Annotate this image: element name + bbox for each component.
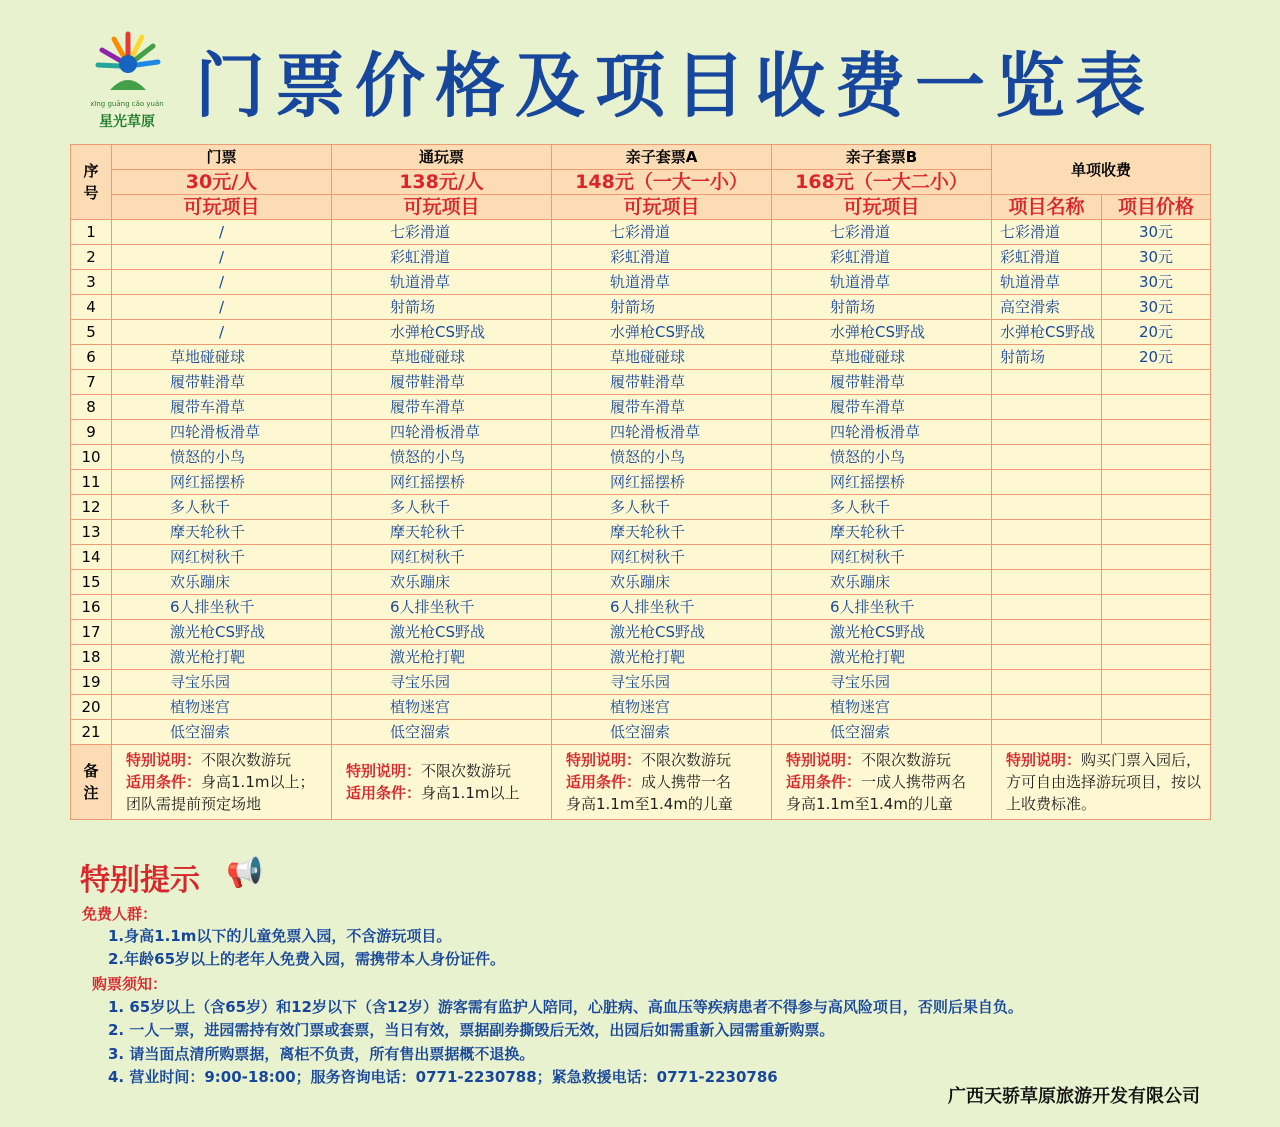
seq-header: 序号 bbox=[71, 145, 112, 220]
price-table bbox=[70, 144, 1211, 820]
ticket-item: 低空溜索 bbox=[332, 720, 552, 745]
ticket-item: 愤怒的小鸟 bbox=[112, 445, 332, 470]
ticket-item: 6人排坐秋千 bbox=[772, 595, 992, 620]
table-row bbox=[71, 420, 1211, 445]
note-special-text: 不限次数游玩 bbox=[861, 751, 952, 769]
ticket-item: 多人秋千 bbox=[332, 495, 552, 520]
free-line: 2.年龄65岁以上的老年人免费入园，需携带本人身份证件。 bbox=[108, 950, 506, 968]
single-item-price: 20元 bbox=[1102, 320, 1211, 345]
ticket-item: 激光枪打靶 bbox=[112, 645, 332, 670]
single-item-price bbox=[1102, 670, 1211, 695]
table-row bbox=[71, 445, 1211, 470]
ticket-item: 网红树秋千 bbox=[332, 545, 552, 570]
single-item-price bbox=[1102, 570, 1211, 595]
single-item-price bbox=[1102, 620, 1211, 645]
ticket-item: 欢乐蹦床 bbox=[552, 570, 772, 595]
row-number: 12 bbox=[71, 495, 112, 520]
ticket-item: 低空溜索 bbox=[772, 720, 992, 745]
note-condition-text: 一成人携带两名 bbox=[861, 773, 967, 791]
note-special-text: 购买门票入园后，方可自由选择游玩项目，按以上收费标准。 bbox=[1006, 751, 1202, 813]
playable-header: 可玩项目 bbox=[332, 195, 552, 220]
free-line: 1.身高1.1m以下的儿童免票入园，不含游玩项目。 bbox=[108, 927, 452, 945]
logo-name: 星光草原 bbox=[99, 114, 155, 130]
table-row bbox=[71, 620, 1211, 645]
single-item-name: 射箭场 bbox=[992, 345, 1102, 370]
ticket-item: / bbox=[112, 320, 332, 345]
ticket-item: 多人秋千 bbox=[772, 495, 992, 520]
ticket-note bbox=[552, 745, 772, 820]
ticket-item: / bbox=[112, 295, 332, 320]
ticket-item: 摩天轮秋千 bbox=[332, 520, 552, 545]
ticket-item: 四轮滑板滑草 bbox=[112, 420, 332, 445]
table-row bbox=[71, 270, 1211, 295]
ticket-item: 激光枪CS野战 bbox=[772, 620, 992, 645]
ticket-item: 射箭场 bbox=[552, 295, 772, 320]
ticket-item: 摩天轮秋千 bbox=[552, 520, 772, 545]
ticket-item: 植物迷宫 bbox=[332, 695, 552, 720]
ticket-item: 欢乐蹦床 bbox=[772, 570, 992, 595]
single-item-price: 30元 bbox=[1102, 295, 1211, 320]
ticket-name: 门票 bbox=[112, 145, 332, 170]
row-number: 15 bbox=[71, 570, 112, 595]
ticket-item: 草地碰碰球 bbox=[112, 345, 332, 370]
ticket-item: 草地碰碰球 bbox=[772, 345, 992, 370]
table-row bbox=[71, 720, 1211, 745]
single-item-price bbox=[1102, 420, 1211, 445]
single-item-name: 七彩滑道 bbox=[992, 220, 1102, 245]
ticket-item: 摩天轮秋千 bbox=[772, 520, 992, 545]
single-item-price bbox=[1102, 645, 1211, 670]
ticket-item: 6人排坐秋千 bbox=[552, 595, 772, 620]
note-special-text: 不限次数游玩 bbox=[201, 751, 292, 769]
note-special-text: 不限次数游玩 bbox=[641, 751, 732, 769]
playable-header: 可玩项目 bbox=[552, 195, 772, 220]
ticket-price: 168元（一大二小） bbox=[772, 170, 992, 195]
ticket-item: 低空溜索 bbox=[112, 720, 332, 745]
row-number: 17 bbox=[71, 620, 112, 645]
table-row bbox=[71, 245, 1211, 270]
row-number: 21 bbox=[71, 720, 112, 745]
table-row bbox=[71, 320, 1211, 345]
ticket-item: 轨道滑草 bbox=[772, 270, 992, 295]
ticket-item: 七彩滑道 bbox=[332, 220, 552, 245]
ticket-item: 低空溜索 bbox=[552, 720, 772, 745]
ticket-name: 亲子套票B bbox=[772, 145, 992, 170]
single-item-price bbox=[1102, 595, 1211, 620]
ticket-item: 6人排坐秋千 bbox=[112, 595, 332, 620]
ticket-item: 网红树秋千 bbox=[772, 545, 992, 570]
table-row bbox=[71, 695, 1211, 720]
note-extra-text: 身高1.1m至1.4m的儿童 bbox=[566, 795, 733, 813]
ticket-item: 寻宝乐园 bbox=[552, 670, 772, 695]
single-item-name bbox=[992, 470, 1102, 495]
row-number: 11 bbox=[71, 470, 112, 495]
notes-label: 备注 bbox=[71, 745, 112, 820]
ticket-item: 射箭场 bbox=[772, 295, 992, 320]
row-number: 7 bbox=[71, 370, 112, 395]
note-condition-text: 成人携带一名 bbox=[641, 773, 732, 791]
buy-line: 1. 65岁以上（含65岁）和12岁以下（含12岁）游客需有监护人陪同，心脏病、高血压等疾病患者不得参与高风险项目，否则后果自负。 bbox=[108, 998, 1023, 1016]
ticket-item: 多人秋千 bbox=[112, 495, 332, 520]
row-number: 14 bbox=[71, 545, 112, 570]
ticket-item: 履带车滑草 bbox=[552, 395, 772, 420]
item-price-header: 项目价格 bbox=[1102, 195, 1211, 220]
ticket-item: 激光枪打靶 bbox=[332, 645, 552, 670]
single-item-price bbox=[1102, 545, 1211, 570]
ticket-item: 履带鞋滑草 bbox=[332, 370, 552, 395]
logo-pinyin: xīng guāng cǎo yuán bbox=[90, 100, 164, 108]
ticket-item: 摩天轮秋千 bbox=[112, 520, 332, 545]
ticket-item: / bbox=[112, 270, 332, 295]
row-number: 3 bbox=[71, 270, 112, 295]
ticket-item: 激光枪CS野战 bbox=[112, 620, 332, 645]
ticket-item: 植物迷宫 bbox=[112, 695, 332, 720]
ticket-item: 彩虹滑道 bbox=[552, 245, 772, 270]
single-item-price bbox=[1102, 495, 1211, 520]
row-number: 20 bbox=[71, 695, 112, 720]
single-item-price: 30元 bbox=[1102, 270, 1211, 295]
ticket-item: 网红摇摆桥 bbox=[112, 470, 332, 495]
table-row bbox=[71, 520, 1211, 545]
ticket-item: 网红摇摆桥 bbox=[772, 470, 992, 495]
table-row bbox=[71, 220, 1211, 245]
single-item-price: 20元 bbox=[1102, 345, 1211, 370]
ticket-item: 激光枪CS野战 bbox=[552, 620, 772, 645]
table-row bbox=[71, 395, 1211, 420]
ticket-item: 草地碰碰球 bbox=[332, 345, 552, 370]
note-extra-text: 身高1.1m至1.4m的儿童 bbox=[786, 795, 953, 813]
single-item-name bbox=[992, 370, 1102, 395]
ticket-item: 水弹枪CS野战 bbox=[772, 320, 992, 345]
ticket-item: 七彩滑道 bbox=[552, 220, 772, 245]
ticket-item: 履带鞋滑草 bbox=[552, 370, 772, 395]
single-item-name bbox=[992, 445, 1102, 470]
brand-logo bbox=[84, 30, 170, 130]
ticket-item: / bbox=[112, 245, 332, 270]
ticket-item: 植物迷宫 bbox=[772, 695, 992, 720]
row-number: 4 bbox=[71, 295, 112, 320]
single-item-name bbox=[992, 695, 1102, 720]
single-item-name bbox=[992, 545, 1102, 570]
ticket-item: 四轮滑板滑草 bbox=[772, 420, 992, 445]
ticket-item: 植物迷宫 bbox=[552, 695, 772, 720]
single-item-name bbox=[992, 620, 1102, 645]
note-special-text: 不限次数游玩 bbox=[421, 762, 512, 780]
ticket-item: 彩虹滑道 bbox=[332, 245, 552, 270]
ticket-item: 履带车滑草 bbox=[332, 395, 552, 420]
single-item-name: 水弹枪CS野战 bbox=[992, 320, 1102, 345]
row-number: 13 bbox=[71, 520, 112, 545]
single-item-name bbox=[992, 670, 1102, 695]
note-condition-text: 身高1.1m以上； bbox=[201, 773, 315, 791]
single-item-name bbox=[992, 595, 1102, 620]
ticket-item: 轨道滑草 bbox=[332, 270, 552, 295]
ticket-price: 30元/人 bbox=[112, 170, 332, 195]
item-name-header: 项目名称 bbox=[992, 195, 1102, 220]
ticket-note bbox=[332, 745, 552, 820]
single-item-name bbox=[992, 720, 1102, 745]
ticket-item: 轨道滑草 bbox=[552, 270, 772, 295]
table-row bbox=[71, 670, 1211, 695]
starlight-logo-icon bbox=[90, 30, 164, 96]
playable-header: 可玩项目 bbox=[112, 195, 332, 220]
ticket-item: 网红摇摆桥 bbox=[552, 470, 772, 495]
row-number: 5 bbox=[71, 320, 112, 345]
ticket-item: 彩虹滑道 bbox=[772, 245, 992, 270]
ticket-item: 射箭场 bbox=[332, 295, 552, 320]
ticket-item: / bbox=[112, 220, 332, 245]
single-item-name: 彩虹滑道 bbox=[992, 245, 1102, 270]
single-charge-header: 单项收费 bbox=[992, 145, 1211, 195]
ticket-item: 激光枪CS野战 bbox=[332, 620, 552, 645]
note-condition-text: 身高1.1m以上 bbox=[421, 784, 520, 802]
row-number: 2 bbox=[71, 245, 112, 270]
buy-line: 2. 一人一票，进园需持有效门票或套票，当日有效，票据副券撕毁后无效，出园后如需重新入园需重新购票。 bbox=[108, 1021, 835, 1039]
note-condition-label: 适用条件： bbox=[346, 784, 422, 802]
note-condition-label: 适用条件： bbox=[126, 773, 202, 791]
ticket-item: 网红摇摆桥 bbox=[332, 470, 552, 495]
row-number: 18 bbox=[71, 645, 112, 670]
row-number: 6 bbox=[71, 345, 112, 370]
table-row bbox=[71, 645, 1211, 670]
notes-row bbox=[71, 745, 1211, 820]
note-special-label: 特别说明： bbox=[566, 751, 642, 769]
playable-header: 可玩项目 bbox=[772, 195, 992, 220]
row-number: 9 bbox=[71, 420, 112, 445]
ticket-item: 履带鞋滑草 bbox=[772, 370, 992, 395]
ticket-item: 水弹枪CS野战 bbox=[552, 320, 772, 345]
ticket-item: 激光枪打靶 bbox=[772, 645, 992, 670]
single-item-price: 30元 bbox=[1102, 220, 1211, 245]
ticket-item: 履带车滑草 bbox=[112, 395, 332, 420]
ticket-note bbox=[992, 745, 1211, 820]
buy-line: 3. 请当面点清所购票据，离柜不负责，所有售出票据概不退换。 bbox=[108, 1045, 535, 1063]
note-special-label: 特别说明： bbox=[786, 751, 862, 769]
table-row bbox=[71, 495, 1211, 520]
table-row bbox=[71, 295, 1211, 320]
single-item-price: 30元 bbox=[1102, 245, 1211, 270]
ticket-item: 网红树秋千 bbox=[112, 545, 332, 570]
ticket-note bbox=[772, 745, 992, 820]
ticket-item: 履带车滑草 bbox=[772, 395, 992, 420]
table-row bbox=[71, 370, 1211, 395]
single-item-name: 轨道滑草 bbox=[992, 270, 1102, 295]
ticket-item: 履带鞋滑草 bbox=[112, 370, 332, 395]
ticket-item: 水弹枪CS野战 bbox=[332, 320, 552, 345]
note-special-label: 特别说明： bbox=[1006, 751, 1082, 769]
ticket-price: 138元/人 bbox=[332, 170, 552, 195]
page-title: 门票价格及项目收费一览表 bbox=[195, 45, 1155, 127]
single-item-name bbox=[992, 645, 1102, 670]
single-item-name bbox=[992, 570, 1102, 595]
ticket-item: 欢乐蹦床 bbox=[332, 570, 552, 595]
ticket-item: 寻宝乐园 bbox=[112, 670, 332, 695]
buy-title: 购票须知： bbox=[92, 975, 168, 993]
buy-line: 4. 营业时间：9:00-18:00；服务咨询电话：0771-2230788；紧急救援电话：0771-2230786 bbox=[108, 1068, 778, 1086]
company-name: 广西天骄草原旅游开发有限公司 bbox=[948, 1086, 1200, 1107]
table-row bbox=[71, 595, 1211, 620]
row-number: 16 bbox=[71, 595, 112, 620]
single-item-price bbox=[1102, 520, 1211, 545]
table-row bbox=[71, 345, 1211, 370]
ticket-name: 亲子套票A bbox=[552, 145, 772, 170]
row-number: 19 bbox=[71, 670, 112, 695]
note-condition-label: 适用条件： bbox=[566, 773, 642, 791]
ticket-item: 愤怒的小鸟 bbox=[332, 445, 552, 470]
ticket-note bbox=[112, 745, 332, 820]
ticket-item: 6人排坐秋千 bbox=[332, 595, 552, 620]
single-item-name: 高空滑索 bbox=[992, 295, 1102, 320]
single-item-price bbox=[1102, 445, 1211, 470]
single-item-name bbox=[992, 495, 1102, 520]
note-condition-label: 适用条件： bbox=[786, 773, 862, 791]
note-special-label: 特别说明： bbox=[126, 751, 202, 769]
table-row bbox=[71, 570, 1211, 595]
free-title: 免费人群： bbox=[82, 905, 158, 923]
table-row bbox=[71, 470, 1211, 495]
megaphone-girl-icon: 📢 bbox=[226, 855, 264, 890]
ticket-item: 四轮滑板滑草 bbox=[552, 420, 772, 445]
ticket-item: 欢乐蹦床 bbox=[112, 570, 332, 595]
ticket-item: 寻宝乐园 bbox=[332, 670, 552, 695]
row-number: 1 bbox=[71, 220, 112, 245]
note-extra-text: 团队需提前预定场地 bbox=[126, 795, 262, 813]
ticket-name: 通玩票 bbox=[332, 145, 552, 170]
single-item-price bbox=[1102, 695, 1211, 720]
ticket-price: 148元（一大一小） bbox=[552, 170, 772, 195]
ticket-item: 网红树秋千 bbox=[552, 545, 772, 570]
single-item-price bbox=[1102, 395, 1211, 420]
ticket-item: 草地碰碰球 bbox=[552, 345, 772, 370]
single-item-price bbox=[1102, 470, 1211, 495]
single-item-price bbox=[1102, 720, 1211, 745]
ticket-item: 寻宝乐园 bbox=[772, 670, 992, 695]
row-number: 8 bbox=[71, 395, 112, 420]
ticket-item: 愤怒的小鸟 bbox=[552, 445, 772, 470]
tips-title: 特别提示 bbox=[80, 863, 200, 898]
table-row bbox=[71, 545, 1211, 570]
ticket-item: 四轮滑板滑草 bbox=[332, 420, 552, 445]
ticket-item: 多人秋千 bbox=[552, 495, 772, 520]
single-item-name bbox=[992, 395, 1102, 420]
single-item-name bbox=[992, 520, 1102, 545]
ticket-item: 七彩滑道 bbox=[772, 220, 992, 245]
ticket-item: 激光枪打靶 bbox=[552, 645, 772, 670]
single-item-name bbox=[992, 420, 1102, 445]
note-special-label: 特别说明： bbox=[346, 762, 422, 780]
row-number: 10 bbox=[71, 445, 112, 470]
single-item-price bbox=[1102, 370, 1211, 395]
ticket-item: 愤怒的小鸟 bbox=[772, 445, 992, 470]
